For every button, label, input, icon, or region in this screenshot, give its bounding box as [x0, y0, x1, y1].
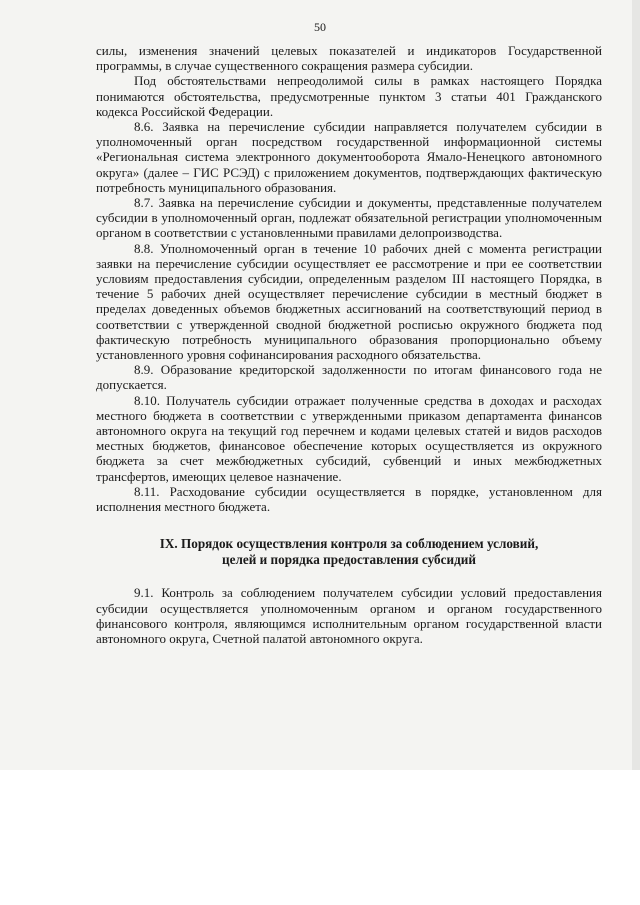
- paragraph-8-9: 8.9. Образование кредиторской задолженности по итогам финансового года не допускается.: [96, 362, 602, 393]
- page-number: 50: [314, 20, 326, 34]
- section-heading-line-2: целей и порядка предоставления субсидий: [222, 551, 476, 567]
- paragraph-9-1: 9.1. Контроль за соблюдением получателем субсидии условий предоставления субсидии осуществляется уполномоченным органом и органом государственного финансового контроля, являющимся исполнительным органом государственной власти автономного округа, Счетной палатой автономного округа.: [96, 585, 602, 646]
- paragraph-continuation: силы, изменения значений целевых показателей и индикаторов Государственной программы, в случае существенного сокращения размера субсидии.: [96, 43, 602, 74]
- paragraph-8-7: 8.7. Заявка на перечисление субсидии и документы, представленные получателем субсидии в уполномоченный орган, подлежат обязательной регистрации уполномоченным органом в соответствии с установленными правилами делопроизводства.: [96, 195, 602, 241]
- section-heading: [96, 536, 602, 567]
- section-heading-line-1: IX. Порядок осуществления контроля за соблюдением условий,: [159, 536, 539, 552]
- paragraph-force-majeure: Под обстоятельствами непреодолимой силы в рамках настоящего Порядка понимаются обстоятельства, предусмотренные пунктом 3 статьи 401 Гражданского кодекса Российской Федерации.: [96, 73, 602, 119]
- document-body: [96, 43, 602, 646]
- paragraph-8-6: 8.6. Заявка на перечисление субсидии направляется получателем субсидии в уполномоченный орган посредством государственной информационной системы «Региональная система электронного документооборота Ямало-Ненецкого автономного округа» (далее – ГИС РСЭД) с приложением документов, подтверждающих фактическую потребность муниципального образования.: [96, 119, 602, 195]
- page-shadow-edge: [632, 0, 640, 770]
- paragraph-8-8: 8.8. Уполномоченный орган в течение 10 рабочих дней с момента регистрации заявки на перечисление субсидии осуществляет ее рассмотрение и при ее соответствии условиям предоставления субсидии, определенным разделом III настоящего Порядка, в течение 5 рабочих дней осуществляет перечисление субсидии в местный бюджет в пределах доведенных объемов бюджетных ассигнований на соответствующий период в соответствии с утвержденной сводной бюджетной росписью окружного бюджета под фактическую потребность муниципального образования пропорционально объему установленного уровня софинансирования расходного обязательства.: [96, 240, 602, 363]
- paragraph-8-11: 8.11. Расходование субсидии осуществляется в порядке, установленном для исполнения местного бюджета.: [96, 483, 602, 515]
- paragraph-8-10: 8.10. Получатель субсидии отражает полученные средства в доходах и расходах местного бюджета в соответствии с утвержденными приказом департамента финансов автономного округа на текущий год перечнем и кодами целевых статей и видов расходов местных бюджетов, финансовое обеспечение которых осуществляется из окружного бюджета за счет межбюджетных субсидий, субвенций и иных межбюджетных трансфертов, имеющих целевое назначение.: [96, 392, 602, 484]
